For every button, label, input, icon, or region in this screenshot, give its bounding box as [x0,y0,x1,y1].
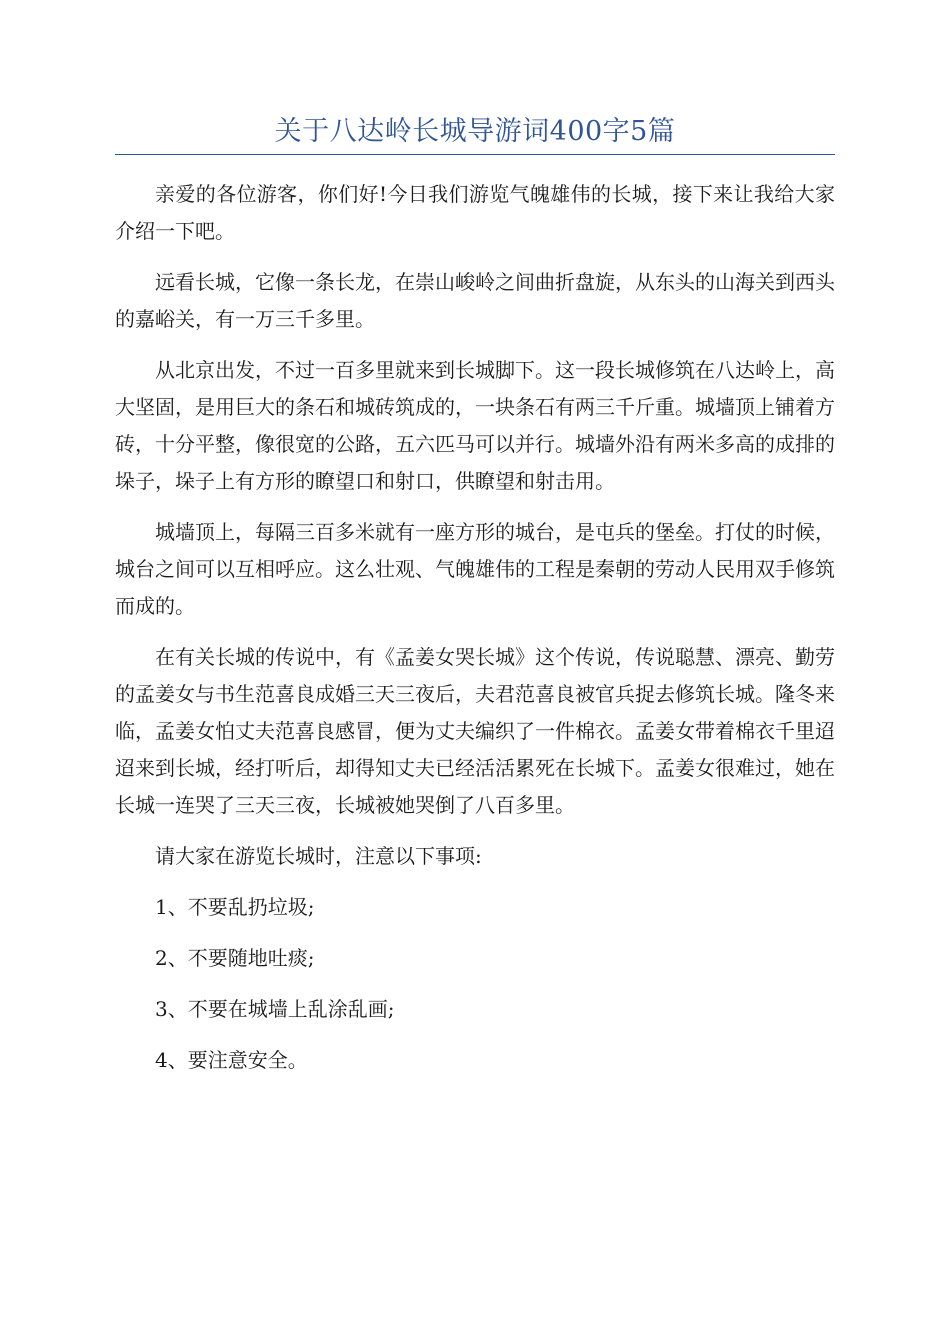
paragraph-legend: 在有关长城的传说中，有《孟姜女哭长城》这个传说，传说聪慧、漂亮、勤劳的孟姜女与书生范喜良成婚三天三夜后，夫君范喜良被官兵捉去修筑长城。隆冬来临，孟姜女怕丈夫范喜良感冒，便为丈夫编织了一件棉衣。孟姜女带着棉衣千里迢迢来到长城，经打听后，却得知丈夫已经活活累死在长城下。孟姜女很难过，她在长城一连哭了三天三夜，长城被她哭倒了八百多里。 [115,645,835,817]
list-item: 4、要注意安全。 [155,1048,308,1072]
paragraph-notice: 请大家在游览长城时，注意以下事项: [155,844,482,868]
list-item: 2、不要随地吐痰; [155,946,315,970]
document-body [115,176,835,1093]
paragraph-badaling: 从北京出发，不过一百多里就来到长城脚下。这一段长城修筑在八达岭上，高大坚固，是用巨大的条石和城砖筑成的，一块条石有两三千斤重。城墙顶上铺着方砖，十分平整，像很宽的公路，五六匹马可以并行。城墙外沿有两米多高的成排的垛子，垛子上有方形的瞭望口和射口，供瞭望和射击用。 [115,358,835,493]
paragraph-distant-view: 远看长城，它像一条长龙，在崇山峻岭之间曲折盘旋，从东头的山海关到西头的嘉峪关，有一万三千多里。 [115,270,835,331]
title-underline [115,154,835,155]
list-item: 3、不要在城墙上乱涂乱画; [155,997,395,1021]
document-title: 关于八达岭长城导游词400字5篇 [274,116,676,147]
list-item: 1、不要乱扔垃圾; [155,895,315,919]
paragraph-watchtowers: 城墙顶上，每隔三百多米就有一座方形的城台，是屯兵的堡垒。打仗的时候，城台之间可以互相呼应。这么壮观、气魄雄伟的工程是秦朝的劳动人民用双手修筑而成的。 [115,520,835,618]
paragraph-intro: 亲爱的各位游客，你们好!今日我们游览气魄雄伟的长城，接下来让我给大家介绍一下吧。 [115,182,835,243]
